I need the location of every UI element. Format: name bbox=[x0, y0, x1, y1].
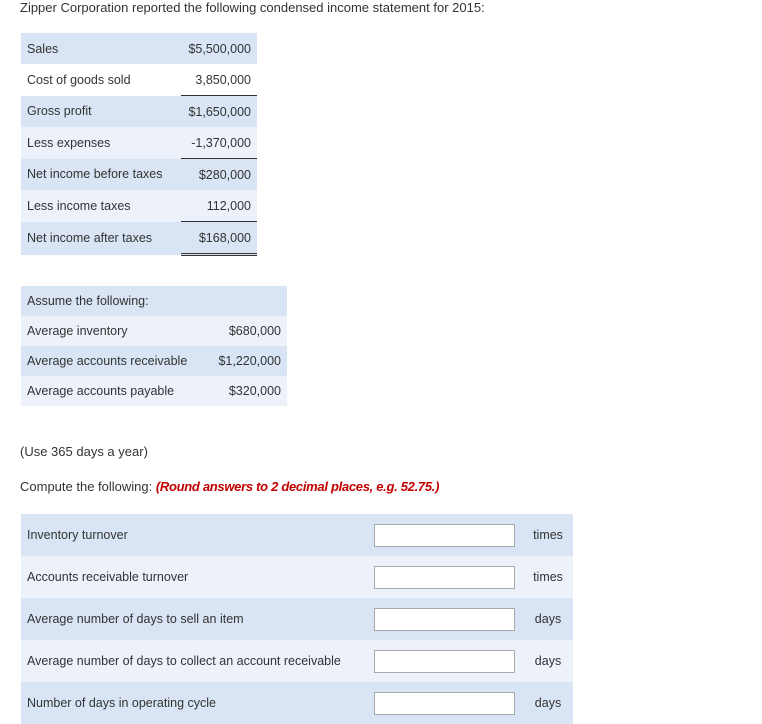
row-label: Net income after taxes bbox=[21, 222, 181, 255]
table-row bbox=[21, 33, 257, 64]
days-to-sell-input[interactable] bbox=[374, 608, 515, 631]
rounding-hint: (Round answers to 2 decimal places, e.g. 52.75.) bbox=[155, 479, 440, 494]
income-statement-table bbox=[21, 33, 257, 256]
answer-unit: days bbox=[523, 598, 573, 640]
row-value: 3,850,000 bbox=[181, 64, 257, 96]
row-value: $5,500,000 bbox=[181, 33, 257, 64]
row-label: Less expenses bbox=[21, 127, 181, 159]
answer-unit: days bbox=[523, 640, 573, 682]
assumptions-heading: Assume the following: bbox=[21, 286, 205, 316]
row-label: Average inventory bbox=[21, 316, 205, 346]
answer-label: Average number of days to collect an account receivable bbox=[21, 640, 363, 682]
days-to-collect-input[interactable] bbox=[374, 650, 515, 673]
answer-cell bbox=[363, 514, 523, 556]
table-row bbox=[21, 682, 573, 724]
table-row bbox=[21, 127, 257, 159]
row-value: $680,000 bbox=[205, 316, 287, 346]
answer-label: Inventory turnover bbox=[21, 514, 363, 556]
row-value: $1,220,000 bbox=[205, 346, 287, 376]
empty-cell bbox=[205, 286, 287, 316]
answer-label: Number of days in operating cycle bbox=[21, 682, 363, 724]
row-value: $168,000 bbox=[181, 222, 257, 255]
row-value: 112,000 bbox=[181, 190, 257, 222]
table-row bbox=[21, 556, 573, 598]
table-row bbox=[21, 96, 257, 128]
answer-unit: times bbox=[523, 514, 573, 556]
receivable-turnover-input[interactable] bbox=[374, 566, 515, 589]
compute-instruction bbox=[20, 479, 439, 494]
answer-cell bbox=[363, 556, 523, 598]
operating-cycle-input[interactable] bbox=[374, 692, 515, 715]
answer-label: Accounts receivable turnover bbox=[21, 556, 363, 598]
row-label: Average accounts receivable bbox=[21, 346, 205, 376]
row-label: Net income before taxes bbox=[21, 159, 181, 191]
answer-cell bbox=[363, 682, 523, 724]
row-label: Sales bbox=[21, 33, 181, 64]
table-row bbox=[21, 64, 257, 96]
table-row bbox=[21, 159, 257, 191]
table-row bbox=[21, 514, 573, 556]
row-label: Average accounts payable bbox=[21, 376, 205, 406]
row-value: -1,370,000 bbox=[181, 127, 257, 159]
row-label: Less income taxes bbox=[21, 190, 181, 222]
row-label: Cost of goods sold bbox=[21, 64, 181, 96]
table-row bbox=[21, 598, 573, 640]
table-row bbox=[21, 346, 287, 376]
problem-intro: Zipper Corporation reported the following condensed income statement for 2015: bbox=[20, 0, 485, 15]
row-value: $320,000 bbox=[205, 376, 287, 406]
table-row bbox=[21, 222, 257, 255]
answer-cell bbox=[363, 598, 523, 640]
answer-table bbox=[21, 514, 573, 724]
row-value: $280,000 bbox=[181, 159, 257, 191]
assumptions-table bbox=[21, 286, 287, 406]
answer-cell bbox=[363, 640, 523, 682]
answer-label: Average number of days to sell an item bbox=[21, 598, 363, 640]
inventory-turnover-input[interactable] bbox=[374, 524, 515, 547]
row-value: $1,650,000 bbox=[181, 96, 257, 128]
row-label: Gross profit bbox=[21, 96, 181, 128]
answer-unit: days bbox=[523, 682, 573, 724]
table-row bbox=[21, 376, 287, 406]
table-row bbox=[21, 316, 287, 346]
compute-prefix: Compute the following: bbox=[20, 479, 156, 494]
table-row bbox=[21, 286, 287, 316]
table-row bbox=[21, 190, 257, 222]
answer-unit: times bbox=[523, 556, 573, 598]
days-note: (Use 365 days a year) bbox=[20, 444, 148, 459]
table-row bbox=[21, 640, 573, 682]
